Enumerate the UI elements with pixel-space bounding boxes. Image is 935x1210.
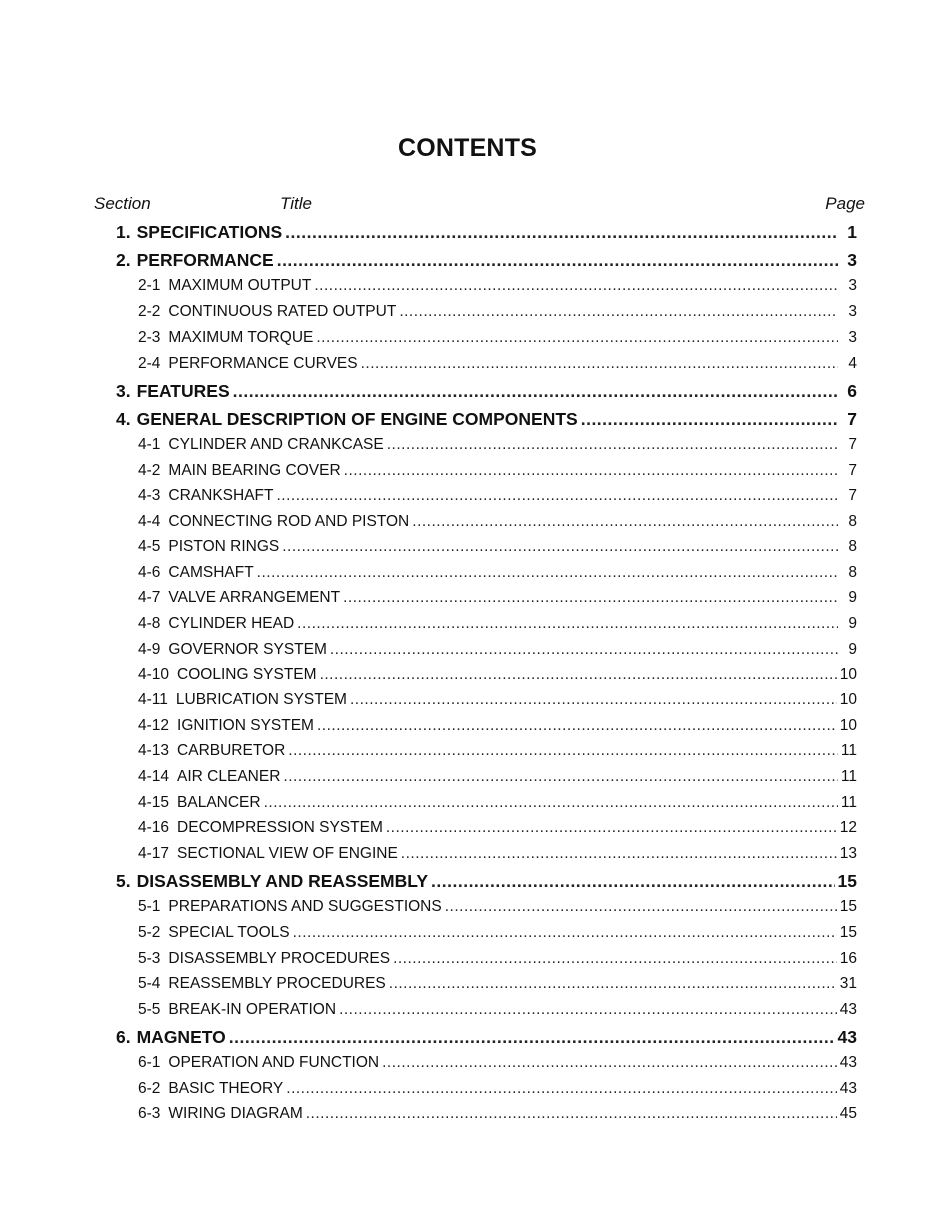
toc-entry-number: 4-3 [138, 487, 161, 504]
toc-entry-page-number: 45 [839, 1105, 857, 1122]
dot-leader [382, 1054, 837, 1072]
toc-entry-number: 2-3 [138, 329, 161, 346]
toc-entry-page-number: 9 [848, 641, 857, 658]
dot-leader [320, 666, 837, 684]
dot-leader [317, 717, 837, 735]
toc-entry-number: 4-15 [138, 794, 170, 811]
dot-leader [399, 303, 838, 321]
toc-subsection-entry [138, 462, 857, 484]
toc-subsection-entry [138, 691, 857, 713]
toc-entry-number: 4-8 [138, 615, 161, 632]
toc-entry-number: 4-13 [138, 742, 170, 759]
toc-entry-title: CONNECTING ROD AND PISTON [168, 513, 410, 530]
toc-entry-title: SPECIAL TOOLS [168, 924, 290, 941]
dot-leader [264, 794, 838, 812]
dot-leader [401, 845, 837, 863]
dot-leader [257, 564, 838, 582]
toc-entry-number: 4-14 [138, 768, 170, 785]
toc-section-entry [116, 381, 857, 405]
toc-subsection-entry [138, 329, 857, 351]
toc-subsection-entry [138, 513, 857, 535]
toc-entry-number: 5-2 [138, 924, 161, 941]
toc-subsection-entry [138, 615, 857, 637]
toc-entry-number: 4-16 [138, 819, 170, 836]
toc-section-entry [116, 222, 857, 246]
dot-leader [445, 898, 837, 916]
toc-entry-page-number: 11 [840, 794, 857, 811]
toc-entry-page-number: 10 [839, 666, 857, 683]
toc-entry-page-number: 9 [848, 615, 857, 632]
toc-entry-title: LUBRICATION SYSTEM [175, 691, 347, 708]
toc-entry-number: 4-10 [138, 666, 170, 683]
dot-leader [282, 538, 838, 556]
toc-subsection-entry [138, 589, 857, 611]
toc-entry-title: GENERAL DESCRIPTION OF ENGINE COMPONENTS [136, 409, 578, 429]
toc-entry-page-number: 15 [837, 871, 857, 891]
toc-entry-page-number: 15 [839, 924, 857, 941]
column-header-page: Page [825, 194, 865, 213]
toc-entry-number: 4-1 [138, 436, 161, 453]
page-title: CONTENTS [397, 134, 538, 162]
dot-leader [286, 1080, 836, 1098]
toc-entry-number: 4-6 [138, 564, 161, 581]
toc-entry-page-number: 12 [839, 819, 857, 836]
toc-entry-title: REASSEMBLY PROCEDURES [168, 975, 386, 992]
toc-subsection-entry [138, 845, 857, 867]
toc-entry-title: VALVE ARRANGEMENT [168, 589, 341, 606]
dot-leader [581, 409, 838, 430]
dot-leader [343, 589, 838, 607]
toc-entry-title: MAIN BEARING COVER [168, 462, 341, 479]
toc-entry-title: FEATURES [136, 381, 230, 401]
toc-entry-page-number: 7 [848, 487, 857, 504]
toc-entry-number: 4-5 [138, 538, 161, 555]
dot-leader [288, 742, 838, 760]
toc-entry-title: MAGNETO [136, 1027, 226, 1047]
toc-entry-page-number: 16 [839, 950, 857, 967]
toc-entry-title: PISTON RINGS [168, 538, 280, 555]
toc-entry-title: CONTINUOUS RATED OUTPUT [168, 303, 397, 320]
dot-leader [283, 768, 838, 786]
toc-subsection-entry [138, 355, 857, 377]
toc-subsection-entry [138, 950, 857, 972]
toc-subsection-entry [138, 768, 857, 790]
toc-entry-title: SPECIFICATIONS [136, 222, 283, 242]
toc-entry-page-number: 4 [848, 355, 857, 372]
dot-leader [350, 691, 837, 709]
toc-subsection-entry [138, 641, 857, 663]
toc-entry-number: 2-1 [138, 277, 161, 294]
toc-entry-number: 5-3 [138, 950, 161, 967]
toc-entry-page-number: 8 [848, 564, 857, 581]
column-header-section: Section [94, 194, 151, 213]
toc-entry-page-number: 31 [839, 975, 857, 992]
toc-section-entry [116, 1027, 857, 1051]
toc-entry-number: 4-17 [138, 845, 170, 862]
toc-entry-number: 5-1 [138, 898, 161, 915]
toc-entry-page-number: 10 [839, 691, 857, 708]
dot-leader [330, 641, 838, 659]
toc-entry-title: BREAK-IN OPERATION [168, 1001, 337, 1018]
toc-entry-title: AIR CLEANER [177, 768, 281, 785]
toc-entry-title: CAMSHAFT [168, 564, 254, 581]
toc-entry-title: CARBURETOR [177, 742, 286, 759]
toc-entry-title: GOVERNOR SYSTEM [168, 641, 327, 658]
dot-leader [316, 329, 838, 347]
toc-subsection-entry [138, 898, 857, 920]
dot-leader [314, 277, 838, 295]
toc-entry-title: WIRING DIAGRAM [168, 1105, 303, 1122]
toc-entry-page-number: 7 [848, 462, 857, 479]
toc-entry-page-number: 3 [848, 329, 857, 346]
toc-entry-page-number: 1 [847, 222, 857, 242]
toc-entry-title: PREPARATIONS AND SUGGESTIONS [168, 898, 442, 915]
toc-entry-page-number: 11 [840, 742, 857, 759]
toc-entry-title: OPERATION AND FUNCTION [168, 1054, 380, 1071]
dot-leader [386, 819, 837, 837]
toc-entry-title: IGNITION SYSTEM [177, 717, 314, 734]
toc-subsection-entry [138, 742, 857, 764]
toc-entry-title: COOLING SYSTEM [177, 666, 317, 683]
toc-subsection-entry [138, 303, 857, 325]
toc-section-entry [116, 250, 857, 274]
dot-leader [431, 871, 835, 892]
dot-leader [387, 436, 838, 454]
toc-subsection-entry [138, 975, 857, 997]
toc-entry-number: 4-7 [138, 589, 161, 606]
toc-entry-title: PERFORMANCE CURVES [168, 355, 358, 372]
toc-entry-number: 4-12 [138, 717, 170, 734]
dot-leader [293, 924, 837, 942]
toc-entry-page-number: 7 [848, 436, 857, 453]
toc-entry-number: 6-2 [138, 1080, 161, 1097]
toc-subsection-entry [138, 436, 857, 458]
toc-subsection-entry [138, 924, 857, 946]
toc-entry-title: DISASSEMBLY AND REASSEMBLY [136, 871, 429, 891]
toc-entry-title: BALANCER [177, 794, 261, 811]
dot-leader [393, 950, 837, 968]
toc-entry-title: DISASSEMBLY PROCEDURES [168, 950, 391, 967]
dot-leader [277, 250, 838, 271]
dot-leader [285, 222, 838, 243]
toc-subsection-entry [138, 666, 857, 688]
toc-entry-page-number: 3 [847, 250, 857, 270]
toc-entry-number: 3. [116, 381, 131, 401]
toc-entry-title: MAXIMUM TORQUE [168, 329, 314, 346]
toc-entry-title: SECTIONAL VIEW OF ENGINE [177, 845, 398, 862]
toc-entry-number: 6. [116, 1027, 131, 1047]
toc-entry-page-number: 11 [840, 768, 857, 785]
toc-entry-number: 6-3 [138, 1105, 161, 1122]
toc-entry-number: 4-2 [138, 462, 161, 479]
toc-entry-page-number: 15 [839, 898, 857, 915]
toc-entry-title: BASIC THEORY [168, 1080, 284, 1097]
dot-leader [306, 1105, 837, 1123]
toc-subsection-entry [138, 1054, 857, 1076]
toc-section-entry [116, 409, 857, 433]
toc-subsection-entry [138, 487, 857, 509]
toc-entry-page-number: 43 [839, 1001, 857, 1018]
dot-leader [344, 462, 838, 480]
dot-leader [276, 487, 838, 505]
dot-leader [361, 355, 838, 373]
toc-subsection-entry [138, 1001, 857, 1023]
toc-entry-number: 5-5 [138, 1001, 161, 1018]
toc-entry-page-number: 6 [847, 381, 857, 401]
toc-entry-page-number: 43 [839, 1080, 857, 1097]
toc-entry-page-number: 3 [848, 277, 857, 294]
toc-entry-number: 4-11 [138, 691, 168, 708]
toc-entry-page-number: 8 [848, 513, 857, 530]
toc-entry-title: CYLINDER AND CRANKCASE [168, 436, 384, 453]
toc-entry-title: DECOMPRESSION SYSTEM [177, 819, 383, 836]
toc-entry-page-number: 43 [837, 1027, 857, 1047]
toc-entry-number: 1. [116, 222, 131, 242]
toc-entry-number: 5. [116, 871, 131, 891]
toc-entry-page-number: 9 [848, 589, 857, 606]
toc-entry-number: 4-4 [138, 513, 161, 530]
toc-subsection-entry [138, 819, 857, 841]
toc-subsection-entry [138, 717, 857, 739]
toc-entry-number: 5-4 [138, 975, 161, 992]
toc-entry-number: 2-2 [138, 303, 161, 320]
toc-subsection-entry [138, 794, 857, 816]
toc-section-entry [116, 871, 857, 895]
toc-entry-title: CYLINDER HEAD [168, 615, 295, 632]
toc-entry-number: 2. [116, 250, 131, 270]
toc-entry-page-number: 7 [847, 409, 857, 429]
toc-subsection-entry [138, 1080, 857, 1102]
toc-subsection-entry [138, 1105, 857, 1127]
column-header-title: Title [280, 194, 312, 213]
toc-entry-title: PERFORMANCE [136, 250, 274, 270]
dot-leader [412, 513, 838, 531]
dot-leader [233, 381, 838, 402]
toc-entry-number: 2-4 [138, 355, 161, 372]
toc-entry-number: 4-9 [138, 641, 161, 658]
dot-leader [297, 615, 838, 633]
toc-entry-page-number: 3 [848, 303, 857, 320]
toc-subsection-entry [138, 277, 857, 299]
toc-entry-page-number: 10 [839, 717, 857, 734]
toc-entry-title: CRANKSHAFT [168, 487, 274, 504]
dot-leader [339, 1001, 837, 1019]
toc-entry-number: 4. [116, 409, 131, 429]
toc-subsection-entry [138, 564, 857, 586]
dot-leader [229, 1027, 835, 1048]
toc-entry-title: MAXIMUM OUTPUT [168, 277, 312, 294]
dot-leader [389, 975, 837, 993]
toc-entry-page-number: 43 [839, 1054, 857, 1071]
toc-subsection-entry [138, 538, 857, 560]
toc-entry-page-number: 13 [839, 845, 857, 862]
toc-entry-number: 6-1 [138, 1054, 161, 1071]
toc-entry-page-number: 8 [848, 538, 857, 555]
